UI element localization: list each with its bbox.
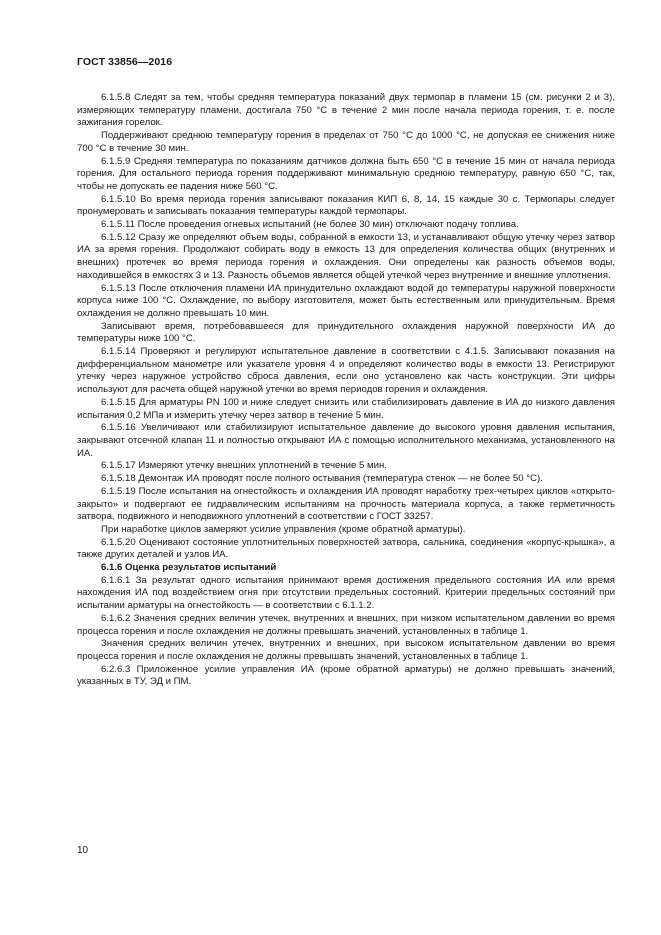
paragraph: 6.1.5.13 После отключения пламени ИА принудительно охлаждают водой до температуры наружной поверхности корпуса ниже 100 °С. Охлаждение, по выбору изготовителя, может быть естественным или принудительным. Время охлаждения не должно превышать 10 мин.: [77, 282, 615, 319]
paragraph: 6.1.6.1 За результат одного испытания принимают время достижения предельного состояния ИА или время нахождения ИА под воздействием огня при отсутствии предельных состояний. Критерии предельных состояний при испытании арматуры на огнестойкость — в соответствии с 6.1.1.2.: [77, 574, 615, 612]
paragraph: 6.1.5.10 Во время периода горения записывают показания КИП 6, 8, 14, 15 каждые 30 с. Термопары следует пронумеровать и записывать показания температуры каждой термопары.: [77, 193, 615, 218]
page-number: 10: [77, 845, 89, 856]
paragraph: 6.1.6.2 Значения средних величин утечек, внутренних и внешних, при низком испытательном давлении во время процесса горения и после охлаждения не должны превышать значений, установленных в таблице 1.: [77, 612, 615, 637]
section-heading: 6.1.6 Оценка результатов испытаний: [101, 562, 277, 574]
paragraph: 6.1.5.20 Оценивают состояние уплотнительных поверхностей затвора, сальника, соединения «корпус-крышка», а также других деталей и узлов ИА.: [77, 536, 615, 561]
document-body: [77, 92, 615, 689]
paragraph: 6.1.5.16 Увеличивают или стабилизируют испытательное давление до высокого уровня давления испытания, закрывают отсечной клапан 11 и полностью открывают ИА с помощью исполнительного механизма, установленного на ИА.: [77, 422, 615, 459]
paragraph: 6.1.5.17 Измеряют утечку внешних уплотнений в течение 5 мин.: [101, 460, 387, 472]
paragraph: 6.1.5.11 После проведения огневых испытаний (не более 30 мин) отключают подачу топлива.: [101, 219, 519, 231]
paragraph: 6.1.5.15 Для арматуры PN 100 и ниже следует снизить или стабилизировать давление в ИА до низкого давления испытания 0,2 МПа и измерить утечку через затвор в течение 5 мин.: [77, 396, 615, 421]
paragraph: 6.1.5.9 Средняя температура по показаниям датчиков должна быть 650 °С в течение 15 мин от начала периода горения. Для остального периода горения поддерживают минимальную среднюю температуру, равную 650 °С, так, чтобы не допускать ее падения ниже 560 °С.: [77, 155, 615, 192]
paragraph: 6.1.5.8 Следят за тем, чтобы средняя температура показаний двух термопар в пламени 15 (см. рисунки 2 и 3), измеряющих температуру пламени, достигала 750 °С в течение 2 мин после начала периода горения, т. е. после зажигания горелок.: [77, 92, 615, 129]
paragraph: 6.1.5.18 Демонтаж ИА проводят после полного остывания (температура стенок — не более 50 °С).: [101, 473, 543, 485]
paragraph: Значения средних величин утечек, внутренних и внешних, при высоком испытательном давлении во время процесса горения и после охлаждения не должны превышать значений, установленных в таблице 1.: [77, 638, 615, 662]
paragraph: Поддерживают среднюю температуру горения в пределах от 750 °С до 1000 °С, не допуская ее снижения ниже 700 °С в течение 30 мин.: [77, 130, 615, 154]
paragraph: Записывают время, потребовавшееся для принудительного охлаждения наружной поверхности ИА до температуры ниже 100 °С.: [77, 320, 615, 345]
document-header: ГОСТ 33856—2016: [77, 56, 173, 68]
paragraph: 6.2.6.3 Приложенное усилие управления ИА (кроме обратной арматуры) не должно превышать значений, указанных в ТУ, ЭД и ПМ.: [77, 663, 615, 688]
paragraph: 6.1.5.12 Сразу же определяют объем воды, собранной в емкости 13, и устанавливают общую утечку через затвор ИА за время горения. Продолжают собирать воду в емкость 13 для определения количества общих (внутренних и внешних) протечек во время периода горения и охлаждения. Они определены как разность объемов воды, находившейся в емкостях 3 и 13. Разность объемов является общей утечкой через внутренние и внешние уплотнения.: [77, 231, 615, 281]
paragraph: 6.1.5.14 Проверяют и регулируют испытательное давление в соответствии с 4.1.5. Записывают показания на дифференциальном манометре или указателе уровня 4 и определяют количество воды в емкости 13. Регистрируют утечку через наружное устройство сброса давления, если оно установлено как часть конструкции. Эти цифры используют для расчета общей наружной утечки во время периодов горения и охлаждения.: [77, 346, 615, 396]
paragraph: При наработке циклов замеряют усилие управления (кроме обратной арматуры).: [101, 523, 466, 535]
paragraph: 6.1.5.19 После испытания на огнестойкость и охлаждения ИА проводят наработку трех-четырех циклов «открыто-закрыто» и подвергают ее гидравлическим испытаниям на прочность материала корпуса, а также герметичность затвора, подвижного и неподвижного уплотнений в соответствии с ГОСТ 33257.: [77, 485, 615, 523]
